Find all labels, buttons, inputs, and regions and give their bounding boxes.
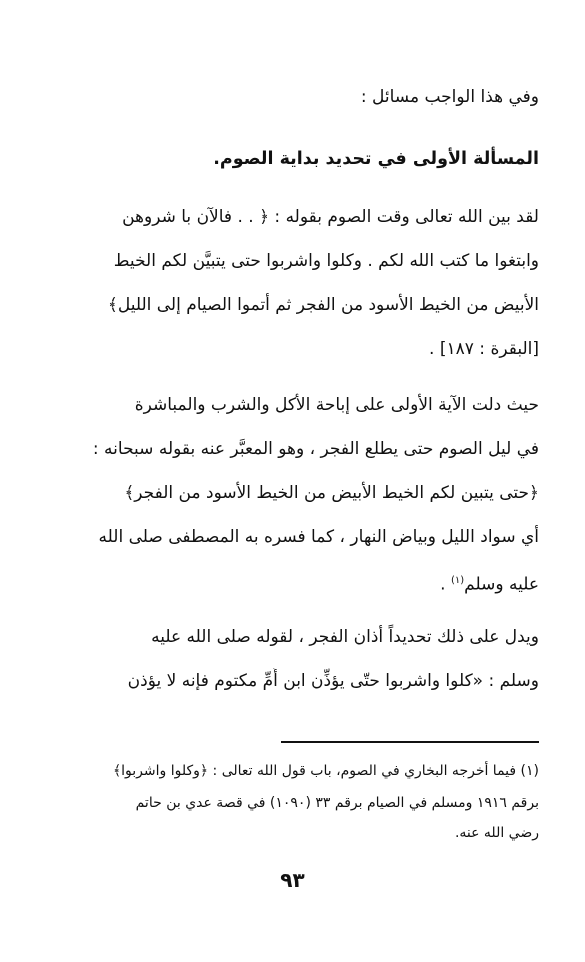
section-heading: المسألة الأولى في تحديد بداية الصوم. — [213, 149, 539, 169]
footnote-reference: (١) — [450, 575, 465, 586]
paragraph-1-line-2: وابتغوا ما كتب الله لكم . وكلوا واشربوا حتى يتبيَّن لكم الخيط — [113, 251, 539, 271]
paragraph-2-line-2: في ليل الصوم حتى يطلع الفجر ، وهو المعبَّر عنه بقوله سبحانه : — [92, 439, 539, 459]
footnote-line-2: برقم ١٩١٦ ومسلم في الصيام برقم ٣٣ (١٠٩٠) في قصة عدي بن حاتم — [135, 795, 539, 811]
paragraph-2-line-1: حيث دلت الآية الأولى على إباحة الأكل والشرب والمباشرة — [134, 395, 539, 415]
paragraph-2-line-3: ﴿حتى يتبين لكم الخيط الأبيض من الخيط الأسود من الفجر﴾ — [124, 483, 539, 503]
paragraph-1-line-3: الأبيض من الخيط الأسود من الفجر ثم أتموا الصيام إلى الليل﴾ — [107, 295, 539, 315]
footnote-line-1: (١) فيما أخرجه البخاري في الصوم، باب قول الله تعالى : ﴿وكلوا واشربوا﴾ — [112, 763, 539, 779]
paragraph-3-line-2: وسلم : «كلوا واشربوا حتّى يؤذِّن ابن أُمِّ مكتوم فإنه لا يؤذن — [127, 671, 539, 691]
page-number: ٩٣ — [280, 868, 305, 892]
intro-line: وفي هذا الواجب مسائل : — [360, 87, 539, 107]
footnote-line-3: رضي الله عنه. — [454, 825, 539, 841]
paragraph-1-line-1: لقد بين الله تعالى وقت الصوم بقوله : ﴿ . . فالآن با شروهن — [122, 207, 539, 227]
footnote-separator — [281, 741, 539, 743]
paragraph-2-line-4: أي سواد الليل وبياض النهار ، كما فسره به المصطفى صلى الله — [98, 527, 539, 547]
paragraph-2-line-5-text: عليه وسلم — [464, 574, 539, 595]
paragraph-2-line-5-end: . — [440, 574, 451, 595]
paragraph-3-line-1: ويدل على ذلك تحديداً أذان الفجر ، لقوله صلى الله عليه — [151, 627, 539, 647]
paragraph-2-line-5 — [62, 568, 539, 598]
paragraph-1-line-4: [البقرة : ١٨٧] . — [429, 339, 539, 359]
